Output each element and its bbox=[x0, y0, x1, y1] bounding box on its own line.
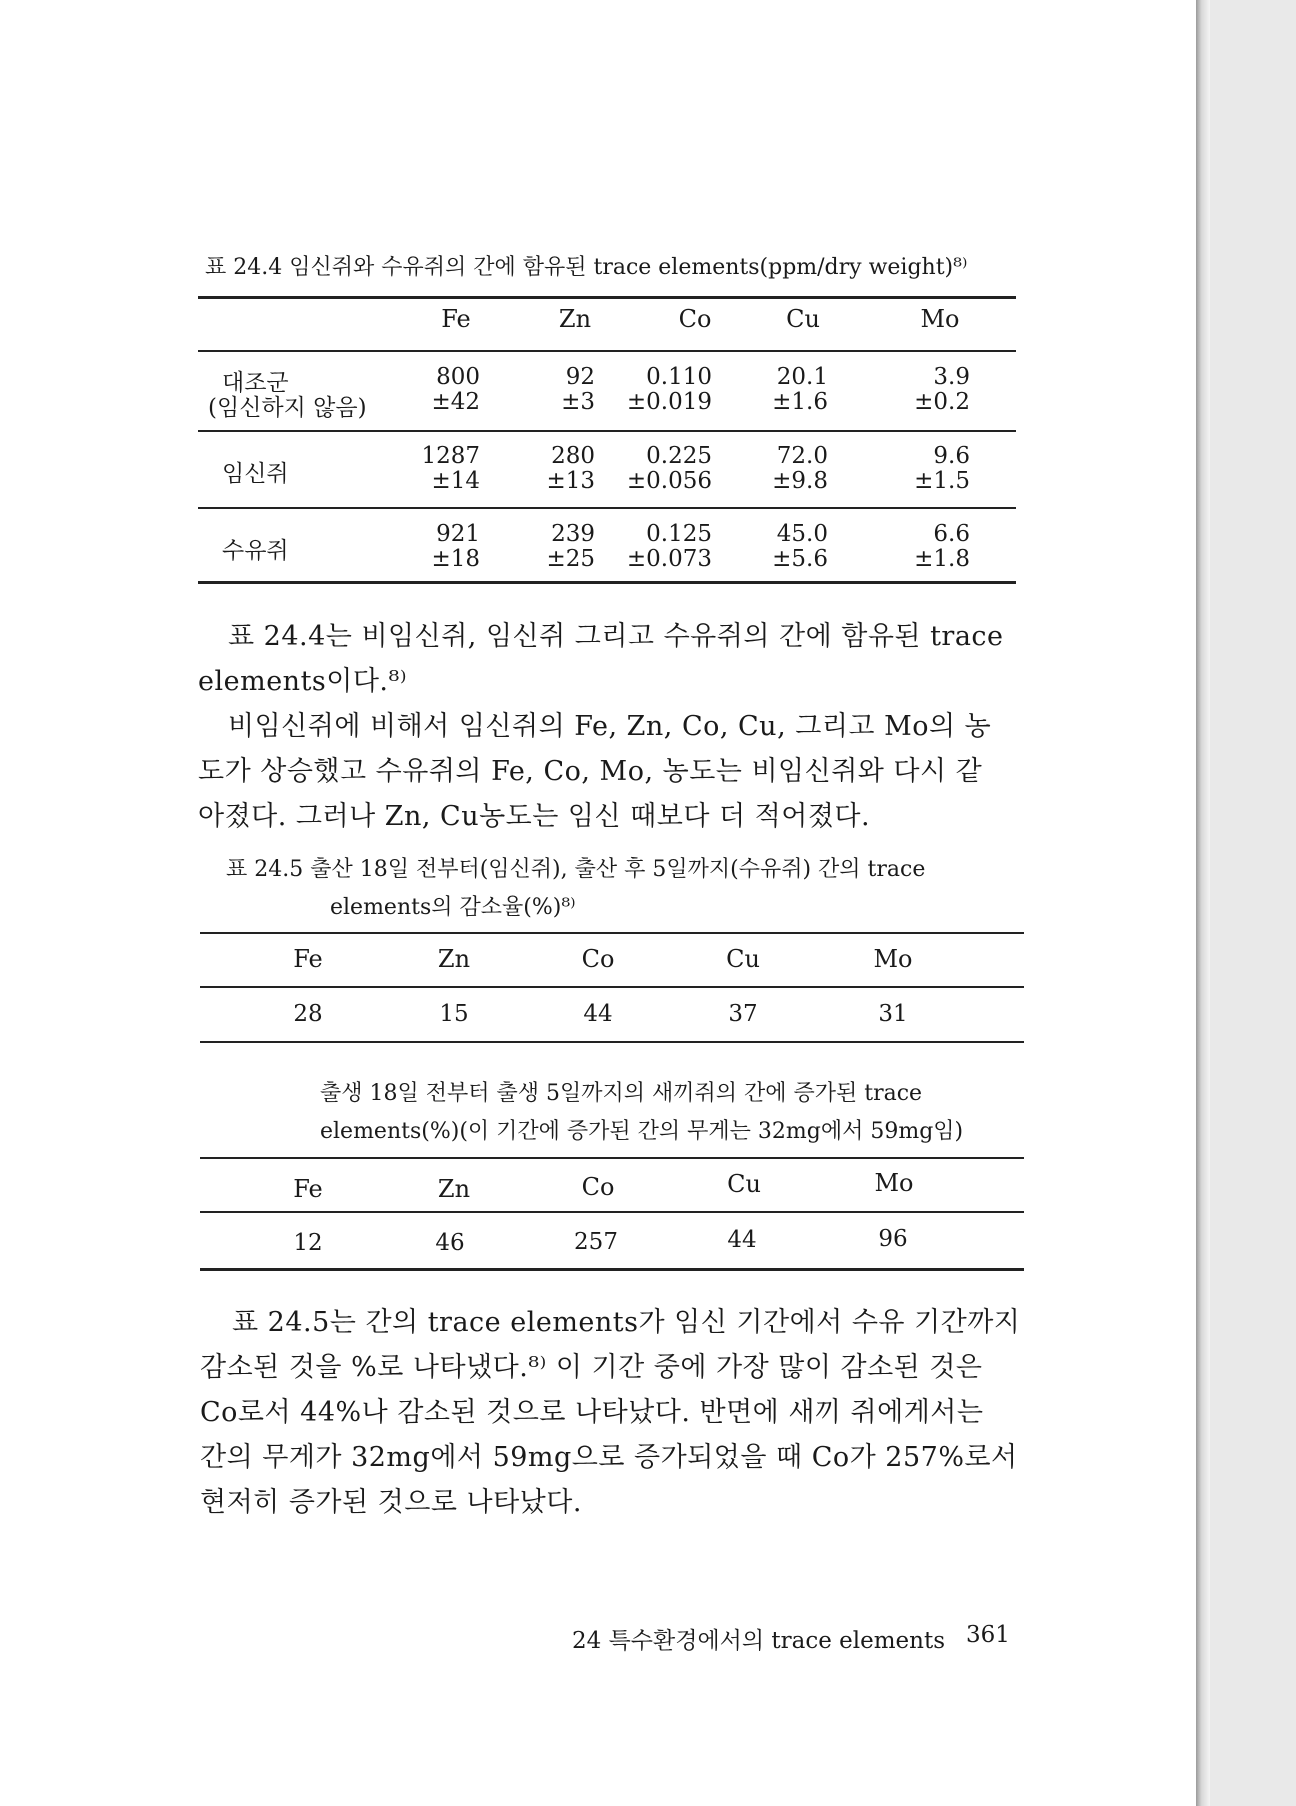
table1-row2-cu: 72.0 bbox=[776, 443, 828, 469]
paragraph3-line4: 간의 무게가 32mg에서 59mg으로 증가되었을 때 Co가 257%로서 bbox=[200, 1442, 1018, 1473]
table1-col-cu: Cu bbox=[786, 305, 820, 333]
table1-row3-fe-err: ±18 bbox=[431, 546, 480, 572]
table1-row3-fe: 921 bbox=[436, 521, 480, 547]
paragraph2-line1: 비임신쥐에 비해서 임신쥐의 Fe, Zn, Co, Cu, 그리고 Mo의 농 bbox=[228, 711, 992, 742]
table2-col-cu: Cu bbox=[726, 945, 760, 973]
table1-row2-cu-err: ±9.8 bbox=[772, 468, 828, 494]
paragraph3-line1: 표 24.5는 간의 trace elements가 임신 기간에서 수유 기간까지 bbox=[232, 1307, 1021, 1338]
table2-bottom-rule bbox=[200, 1041, 1024, 1043]
table3-header-rule bbox=[200, 1211, 1024, 1213]
running-title: 24 특수환경에서의 trace elements bbox=[572, 1628, 946, 1654]
table3-caption-line1: 출생 18일 전부터 출생 5일까지의 새끼쥐의 간에 증가된 trace bbox=[320, 1081, 923, 1106]
table1-row2-zn-err: ±13 bbox=[546, 468, 595, 494]
table1-row1-label-sub: (임신하지 않음) bbox=[208, 395, 367, 421]
table1-row2-mo: 9.6 bbox=[933, 443, 970, 469]
paragraph3-line2: 감소된 것을 %로 나타냈다.⁸⁾ 이 기간 중에 가장 많이 감소된 것은 bbox=[200, 1352, 983, 1383]
table3-col-zn: Zn bbox=[437, 1175, 471, 1203]
table1-row1-fe-err: ±42 bbox=[431, 389, 480, 415]
table3-col-fe: Fe bbox=[293, 1175, 323, 1203]
table1-row2-zn: 280 bbox=[551, 443, 595, 469]
table1-row2-mo-err: ±1.5 bbox=[914, 468, 970, 494]
table2-val-mo: 31 bbox=[878, 1001, 908, 1027]
table1-row1-mo: 3.9 bbox=[933, 364, 970, 390]
table1-row2-fe-err: ±14 bbox=[431, 468, 480, 494]
table2-col-co: Co bbox=[581, 945, 615, 973]
table1-row2-label: 임신쥐 bbox=[222, 461, 289, 487]
table1-row2-fe: 1287 bbox=[421, 443, 480, 469]
table3-val-mo: 96 bbox=[878, 1226, 908, 1252]
table3-val-cu: 44 bbox=[727, 1227, 757, 1253]
page-number: 361 bbox=[966, 1622, 1010, 1648]
table1-row3-zn-err: ±25 bbox=[546, 546, 595, 572]
table2-caption-line1: 표 24.5 출산 18일 전부터(임신쥐), 출산 후 5일까지(수유쥐) 간의 trace bbox=[226, 857, 926, 882]
table2-val-co: 44 bbox=[583, 1001, 613, 1027]
table1-header-rule bbox=[198, 350, 1016, 352]
table1-caption: 표 24.4 임신쥐와 수유쥐의 간에 함유된 trace elements(ppm/dry weight)⁸⁾ bbox=[205, 255, 968, 280]
table1-row2-rule bbox=[198, 507, 1016, 509]
table2-val-fe: 28 bbox=[293, 1001, 323, 1027]
table1-row3-cu: 45.0 bbox=[776, 521, 828, 547]
paragraph3-line5: 현저히 증가된 것으로 나타났다. bbox=[200, 1487, 582, 1518]
table1-row3-co-err: ±0.073 bbox=[626, 546, 712, 572]
table1-row1-cu-err: ±1.6 bbox=[772, 389, 828, 415]
table1-row3-co: 0.125 bbox=[646, 521, 712, 547]
table1-row1-zn-err: ±3 bbox=[561, 389, 595, 415]
table1-col-fe: Fe bbox=[441, 305, 471, 333]
table1-row1-label: 대조군 bbox=[222, 370, 289, 396]
table1-row3-zn: 239 bbox=[551, 521, 595, 547]
table3-col-cu: Cu bbox=[727, 1170, 761, 1198]
paragraph2-line3: 아졌다. 그러나 Zn, Cu농도는 임신 때보다 더 적어졌다. bbox=[198, 801, 871, 832]
table1-col-co: Co bbox=[678, 305, 712, 333]
table1-row1-cu: 20.1 bbox=[776, 364, 828, 390]
table1-bottom-rule bbox=[198, 581, 1016, 584]
table2-col-fe: Fe bbox=[293, 945, 323, 973]
table2-header-rule bbox=[200, 986, 1024, 988]
table1-row2-co-err: ±0.056 bbox=[626, 468, 712, 494]
paragraph1-line2: elements이다.⁸⁾ bbox=[198, 666, 407, 697]
page-edge-shadow bbox=[1196, 0, 1210, 1806]
paragraph2-line2: 도가 상승했고 수유쥐의 Fe, Co, Mo, 농도는 비임신쥐와 다시 같 bbox=[198, 756, 983, 787]
table2-caption-line2: elements의 감소율(%)⁸⁾ bbox=[330, 895, 576, 920]
table3-bottom-rule bbox=[200, 1268, 1024, 1271]
table3-top-rule bbox=[200, 1157, 1024, 1159]
table1-row1-co-err: ±0.019 bbox=[626, 389, 712, 415]
table3-val-co: 257 bbox=[574, 1229, 618, 1255]
table3-caption-line2: elements(%)(이 기간에 증가된 간의 무게는 32mg에서 59mg임) bbox=[320, 1119, 964, 1144]
paragraph1-line1: 표 24.4는 비임신쥐, 임신쥐 그리고 수유쥐의 간에 함유된 trace bbox=[228, 621, 1004, 652]
table2-val-zn: 15 bbox=[439, 1001, 469, 1027]
table1-row3-mo: 6.6 bbox=[933, 521, 970, 547]
table1-row1-zn: 92 bbox=[565, 364, 595, 390]
table1-top-rule bbox=[198, 296, 1016, 299]
table3-val-zn: 46 bbox=[435, 1230, 465, 1256]
paragraph3-line3: Co로서 44%나 감소된 것으로 나타났다. 반면에 새끼 쥐에게서는 bbox=[200, 1397, 984, 1428]
table1-row2-co: 0.225 bbox=[646, 443, 712, 469]
table1-col-zn: Zn bbox=[558, 305, 592, 333]
table3-col-mo: Mo bbox=[874, 1169, 914, 1197]
table2-col-mo: Mo bbox=[873, 945, 913, 973]
table2-top-rule bbox=[200, 932, 1024, 934]
table1-row3-mo-err: ±1.8 bbox=[914, 546, 970, 572]
table1-row3-label: 수유쥐 bbox=[222, 538, 289, 564]
table1-row1-fe: 800 bbox=[436, 364, 480, 390]
table1-row1-rule bbox=[198, 430, 1016, 432]
table1-row3-cu-err: ±5.6 bbox=[772, 546, 828, 572]
table1-row1-co: 0.110 bbox=[646, 364, 712, 390]
table1-col-mo: Mo bbox=[920, 305, 960, 333]
table2-val-cu: 37 bbox=[728, 1001, 758, 1027]
table2-col-zn: Zn bbox=[437, 945, 471, 973]
table3-val-fe: 12 bbox=[293, 1230, 323, 1256]
table3-col-co: Co bbox=[581, 1173, 615, 1201]
table1-row1-mo-err: ±0.2 bbox=[914, 389, 970, 415]
